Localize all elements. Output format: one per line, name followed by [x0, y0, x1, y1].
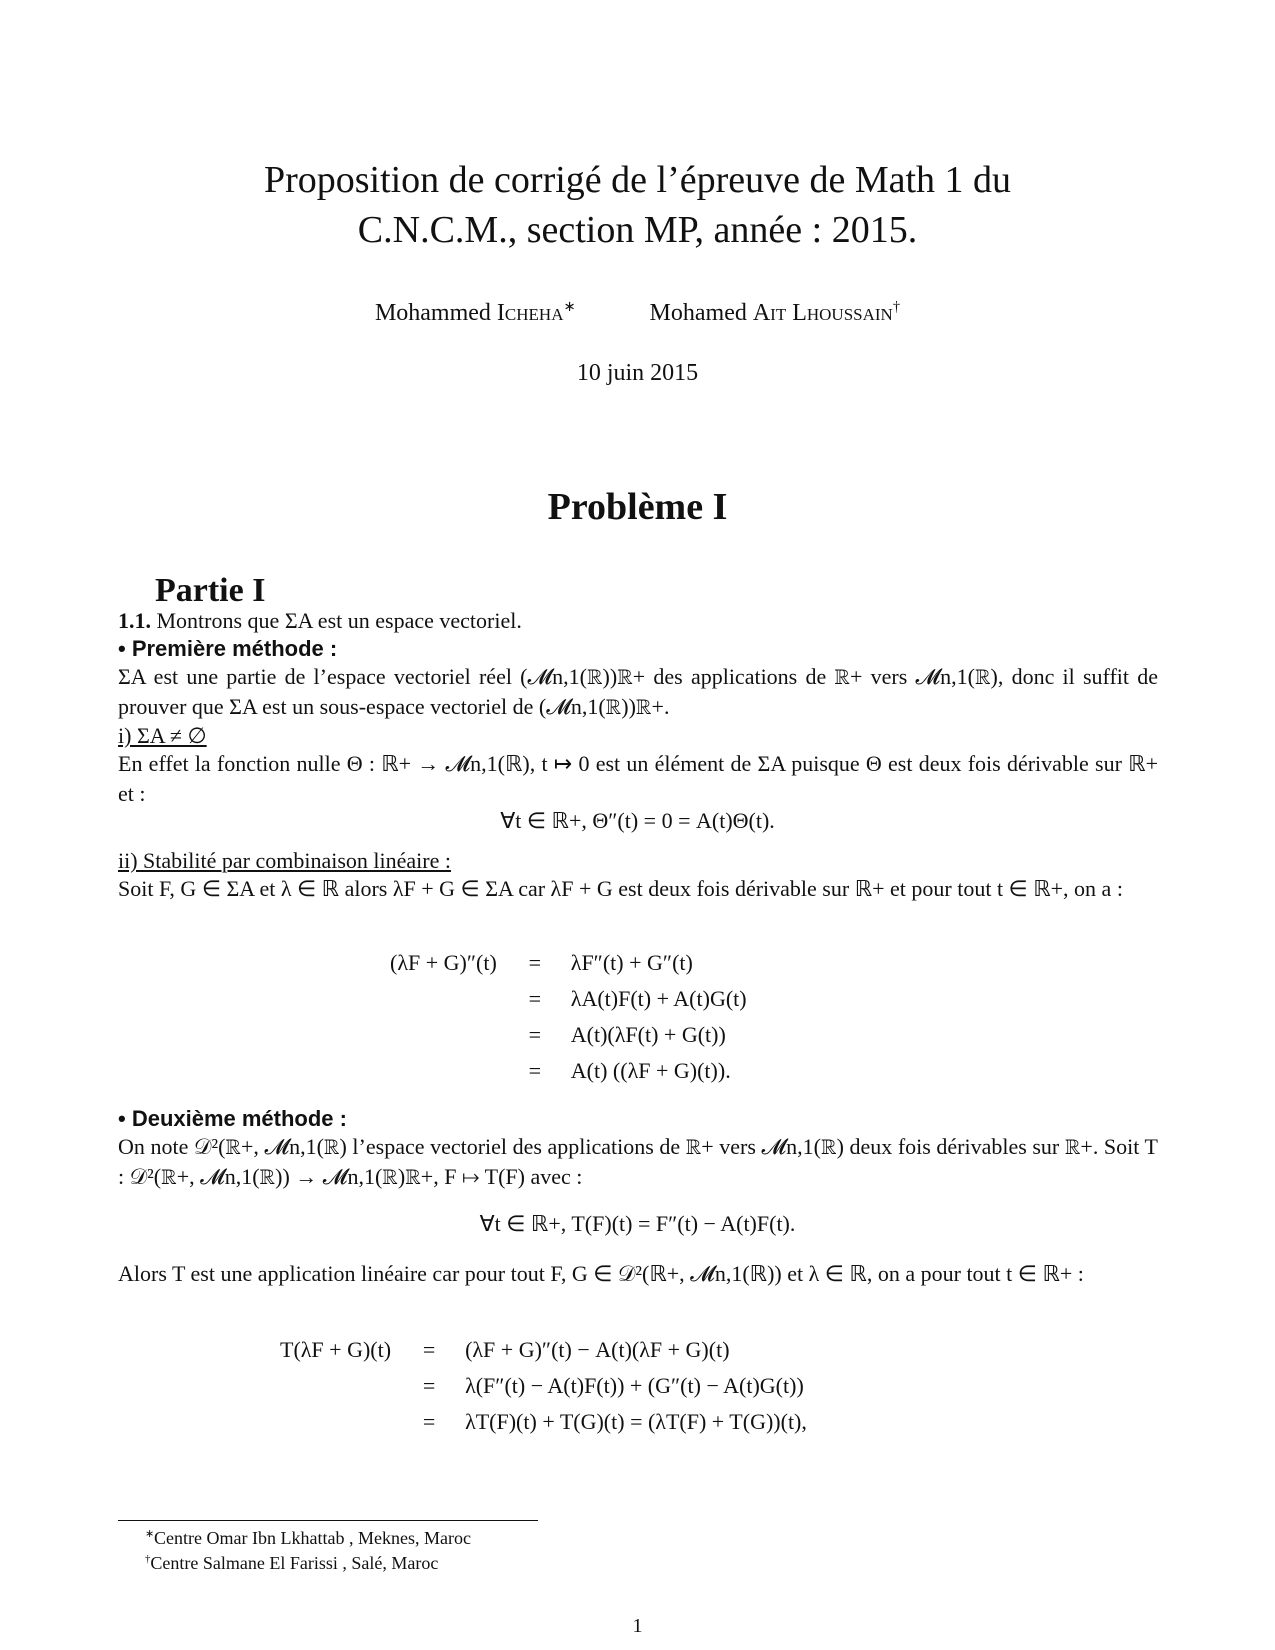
author-1-last-name: Icheha [496, 300, 564, 326]
equation-rhs: λA(t)F(t) + A(t)G(t) [570, 986, 747, 1011]
equation-rhs: (λF + G)″(t) − A(t)(λF + G)(t) [465, 1337, 730, 1362]
author-2 [650, 300, 901, 327]
equation-array-2 [280, 1332, 807, 1440]
authors [0, 300, 1275, 327]
equation-row [390, 945, 747, 981]
section-title: Partie I [155, 572, 266, 609]
equation-lhs [280, 1404, 409, 1440]
equation-lhs: (λF + G)″(t) [390, 950, 497, 975]
question-text: Montrons que ΣA est un espace vectoriel. [151, 608, 522, 633]
equation-lhs [390, 1053, 515, 1089]
equation-rhs: λT(F)(t) + T(G)(t) = (λT(F) + T(G))(t), [465, 1409, 807, 1434]
page-number: 1 [632, 1615, 643, 1637]
part-ii-heading: ii) Stabilité par combinaison linéaire : [118, 848, 451, 873]
equation-row [280, 1332, 807, 1368]
author-1-first-name: Mohammed [374, 300, 491, 326]
document-date: 10 juin 2015 [576, 360, 699, 386]
paragraph-5: Alors T est une application linéaire car pour tout F, G ∈ 𝒟²(ℝ+, 𝓜n,1(ℝ)) et λ ∈ ℝ, on a pour tout t ∈ ℝ+ : [118, 1261, 1084, 1286]
equation-lhs: T(λF + G)(t) [280, 1337, 392, 1362]
question-number: 1.1. [118, 608, 151, 633]
document-title-line-1: Proposition de corrigé de l’épreuve de Math 1 du [263, 159, 1012, 201]
document-title-line-2: C.N.C.M., section MP, année : 2015. [357, 209, 918, 251]
equation-rhs: λ(F″(t) − A(t)F(t)) + (G″(t) − A(t)G(t)) [465, 1373, 804, 1398]
footnote-2 [145, 1553, 438, 1574]
equation-lhs [280, 1368, 409, 1404]
author-1-footnote-mark: ∗ [563, 299, 576, 315]
author-2-footnote-mark: † [892, 299, 901, 315]
equals-sign: = [528, 1022, 541, 1047]
footnote-mark: ∗ [145, 1528, 155, 1540]
method-2-heading: • Deuxième méthode : [118, 1106, 347, 1131]
equation-lhs [390, 1017, 515, 1053]
equation-rhs: λF″(t) + G″(t) [570, 950, 693, 975]
method-1-heading: • Première méthode : [118, 636, 338, 661]
equals-sign: = [422, 1373, 436, 1398]
equation-row [280, 1368, 807, 1404]
equation-row [390, 981, 747, 1017]
equation-row [280, 1404, 807, 1440]
equals-sign: = [422, 1337, 436, 1362]
equation-rhs: A(t) ((λF + G)(t)). [570, 1058, 731, 1083]
equation-row [390, 1017, 747, 1053]
paragraph-4: On note 𝒟²(ℝ+, 𝓜n,1(ℝ) l’espace vectoriel des applications de ℝ+ vers 𝓜n,1(ℝ) deux fois dérivables sur ℝ+. Soit T : 𝒟²(ℝ+, 𝓜n,1(ℝ)) → 𝓜n,1(ℝ)ℝ+, F ↦ T(F) avec : [118, 1134, 1158, 1189]
equation-row [390, 1053, 747, 1089]
footnote-text: Centre Salmane El Farissi , Salé, Maroc [150, 1553, 439, 1573]
equals-sign: = [422, 1409, 436, 1434]
author-2-last-name: Ait Lhoussain [752, 300, 893, 326]
question-1-1 [118, 606, 522, 636]
footnote-divider [118, 1520, 538, 1521]
equation-rhs: A(t)(λF(t) + G(t)) [570, 1022, 726, 1047]
author-1 [375, 300, 576, 327]
equation-2: ∀t ∈ ℝ+, T(F)(t) = F″(t) − A(t)F(t). [479, 1211, 796, 1236]
footnote-1 [145, 1528, 471, 1549]
equation-array-1 [390, 945, 747, 1089]
equals-sign: = [528, 1058, 541, 1083]
equation-1: ∀t ∈ ℝ+, Θ″(t) = 0 = A(t)Θ(t). [500, 808, 775, 833]
paragraph-2: En effet la fonction nulle Θ : ℝ+ → 𝓜n,1(ℝ), t ↦ 0 est un élément de ΣA puisque Θ est deux fois dérivable sur ℝ+ et : [118, 751, 1158, 806]
paragraph-1: ΣA est une partie de l’espace vectoriel réel (𝓜n,1(ℝ))ℝ+ des applications de ℝ+ vers 𝓜n,1(ℝ), donc il suffit de prouver que ΣA est un sous-espace vectoriel de (𝓜n,1(ℝ))ℝ+. [118, 664, 1158, 719]
author-2-first-name: Mohamed [649, 300, 747, 326]
equals-sign: = [528, 986, 541, 1011]
problem-title: Problème I [547, 486, 728, 528]
part-i-heading: i) ΣA ≠ ∅ [118, 723, 207, 748]
paragraph-3: Soit F, G ∈ ΣA et λ ∈ ℝ alors λF + G ∈ ΣA car λF + G est deux fois dérivable sur ℝ+ et pour tout t ∈ ℝ+, on a : [118, 876, 1123, 901]
equation-lhs [390, 981, 515, 1017]
footnote-mark: † [145, 1553, 151, 1565]
equals-sign: = [528, 950, 541, 975]
footnote-text: Centre Omar Ibn Lkhattab , Meknes, Maroc [154, 1528, 471, 1548]
